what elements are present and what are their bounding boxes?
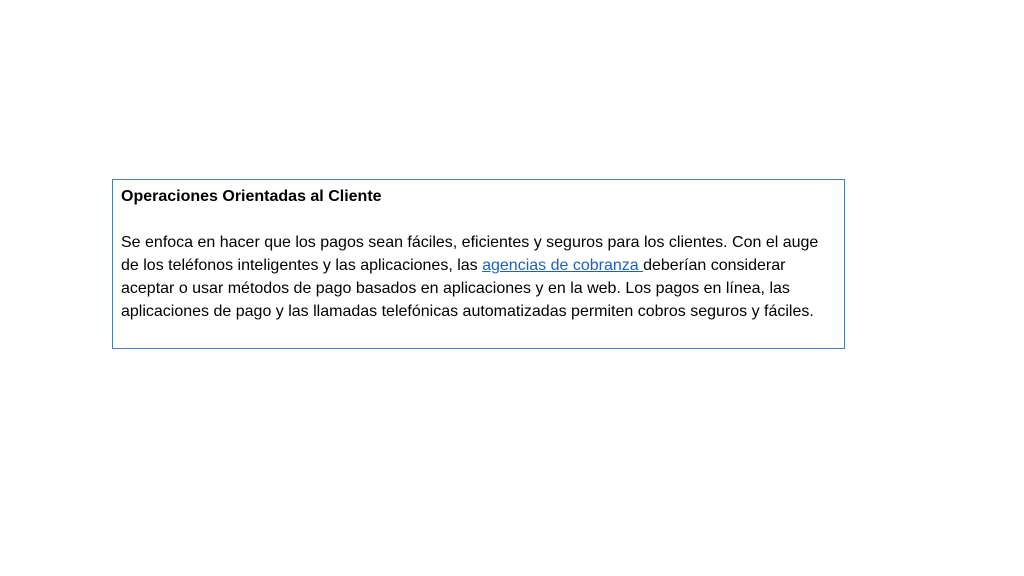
agencias-de-cobranza-link[interactable]: agencias de cobranza	[482, 257, 644, 274]
content-text-box	[112, 179, 845, 349]
paragraph-text-before-link: Se enfoca en hacer que los pagos sean fáciles, eficientes y seguros para los clientes. Con el auge de los teléfonos inteligentes y las aplicaciones, las	[121, 234, 819, 274]
paragraph-spacer	[121, 208, 836, 231]
section-heading: Operaciones Orientadas al Cliente	[121, 188, 382, 205]
body-paragraph	[121, 231, 836, 323]
paragraph-text-after-link: deberían considerar aceptar o usar métodos de pago basados en aplicaciones y en la web. Los pagos en línea, las aplicaciones de pago y las llamadas telefónicas automatizadas permiten cobros seguros y fáciles.	[121, 257, 814, 320]
